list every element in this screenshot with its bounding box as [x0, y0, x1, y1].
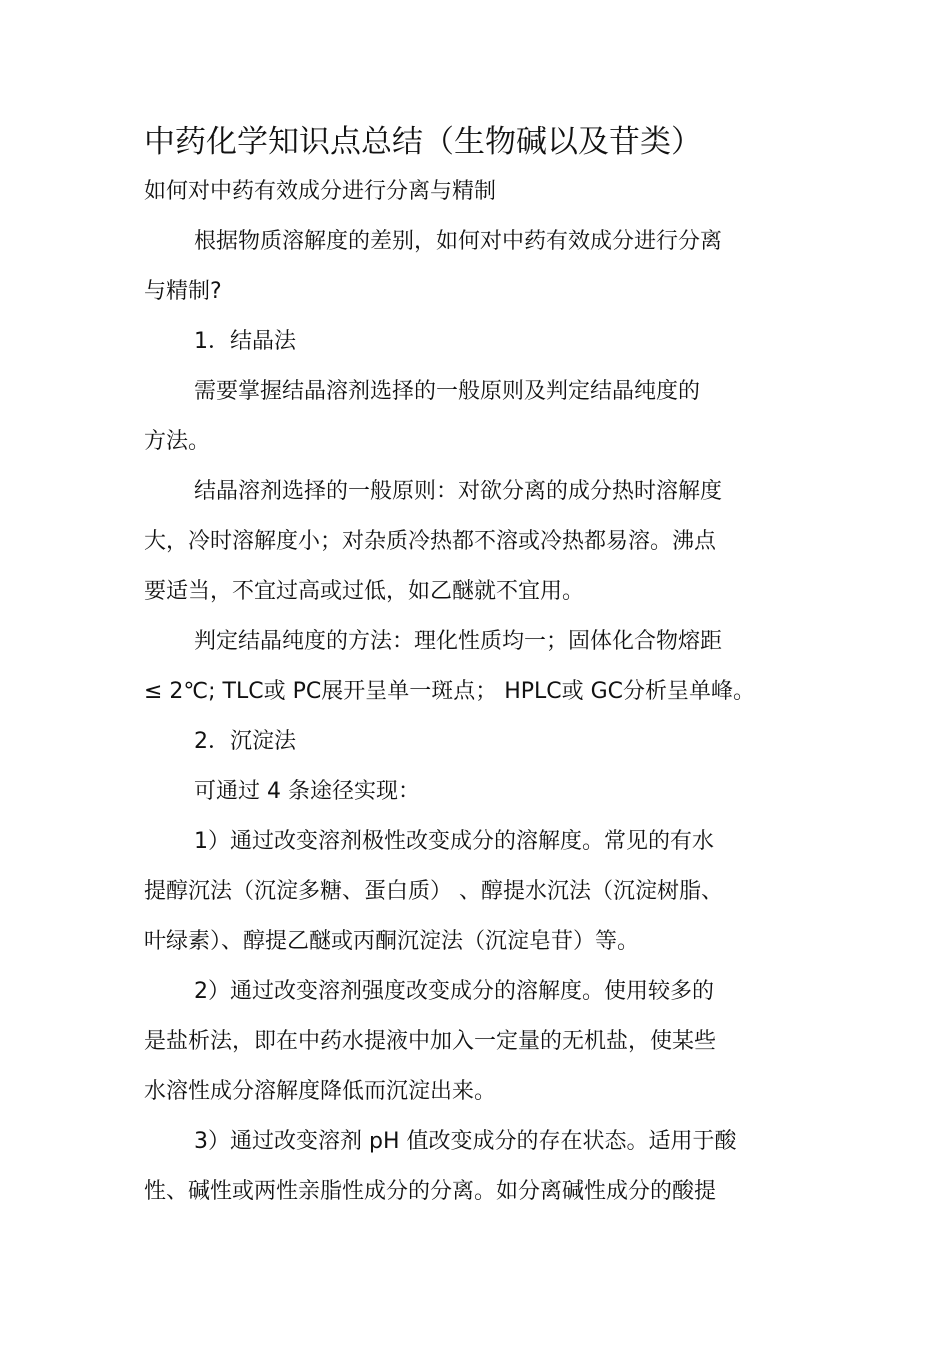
paragraph-line: 要适当，不宜过高或过低，如乙醚就不宜用。	[144, 579, 585, 604]
paragraph-line: 可通过 4 条途径实现：	[194, 779, 420, 804]
paragraph-line: 是盐析法，即在中药水提液中加入一定量的无机盐，使某些	[144, 1029, 717, 1054]
paragraph-line: 需要掌握结晶溶剂选择的一般原则及判定结晶纯度的	[194, 379, 701, 404]
paragraph-line: 性、碱性或两性亲脂性成分的分离。如分离碱性成分的酸提	[144, 1179, 717, 1204]
paragraph-line: ≤ 2℃; TLC或 PC展开呈单一斑点； HPLC或 GC分析呈单峰。	[144, 679, 756, 704]
paragraph-line: 提醇沉法（沉淀多糖、蛋白质） 、醇提水沉法（沉淀树脂、	[144, 879, 723, 904]
paragraph-line: 大，冷时溶解度小；对杂质冷热都不溶或冷热都易溶。沸点	[144, 529, 717, 554]
document-title: 中药化学知识点总结（生物碱以及苷类）	[144, 124, 702, 160]
paragraph-line: 方法。	[144, 429, 211, 454]
paragraph-line: 3）通过改变溶剂 pH 值改变成分的存在状态。适用于酸	[194, 1129, 737, 1154]
paragraph-line: 水溶性成分溶解度降低而沉淀出来。	[144, 1079, 497, 1104]
section-heading: 1．结晶法	[194, 329, 296, 354]
section-heading: 2．沉淀法	[194, 729, 296, 754]
paragraph-line: 根据物质溶解度的差别，如何对中药有效成分进行分离	[194, 229, 723, 254]
paragraph-line: 2）通过改变溶剂强度改变成分的溶解度。使用较多的	[194, 979, 714, 1004]
paragraph-line: 叶绿素）、醇提乙醚或丙酮沉淀法（沉淀皂苷）等。	[144, 929, 640, 954]
paragraph-line: 1）通过改变溶剂极性改变成分的溶解度。常见的有水	[194, 829, 714, 854]
paragraph-line: 判定结晶纯度的方法：理化性质均一；固体化合物熔距	[194, 629, 723, 654]
paragraph-line: 结晶溶剂选择的一般原则：对欲分离的成分热时溶解度	[194, 479, 723, 504]
document-subtitle: 如何对中药有效成分进行分离与精制	[144, 179, 497, 204]
paragraph-line: 与精制?	[144, 279, 222, 304]
